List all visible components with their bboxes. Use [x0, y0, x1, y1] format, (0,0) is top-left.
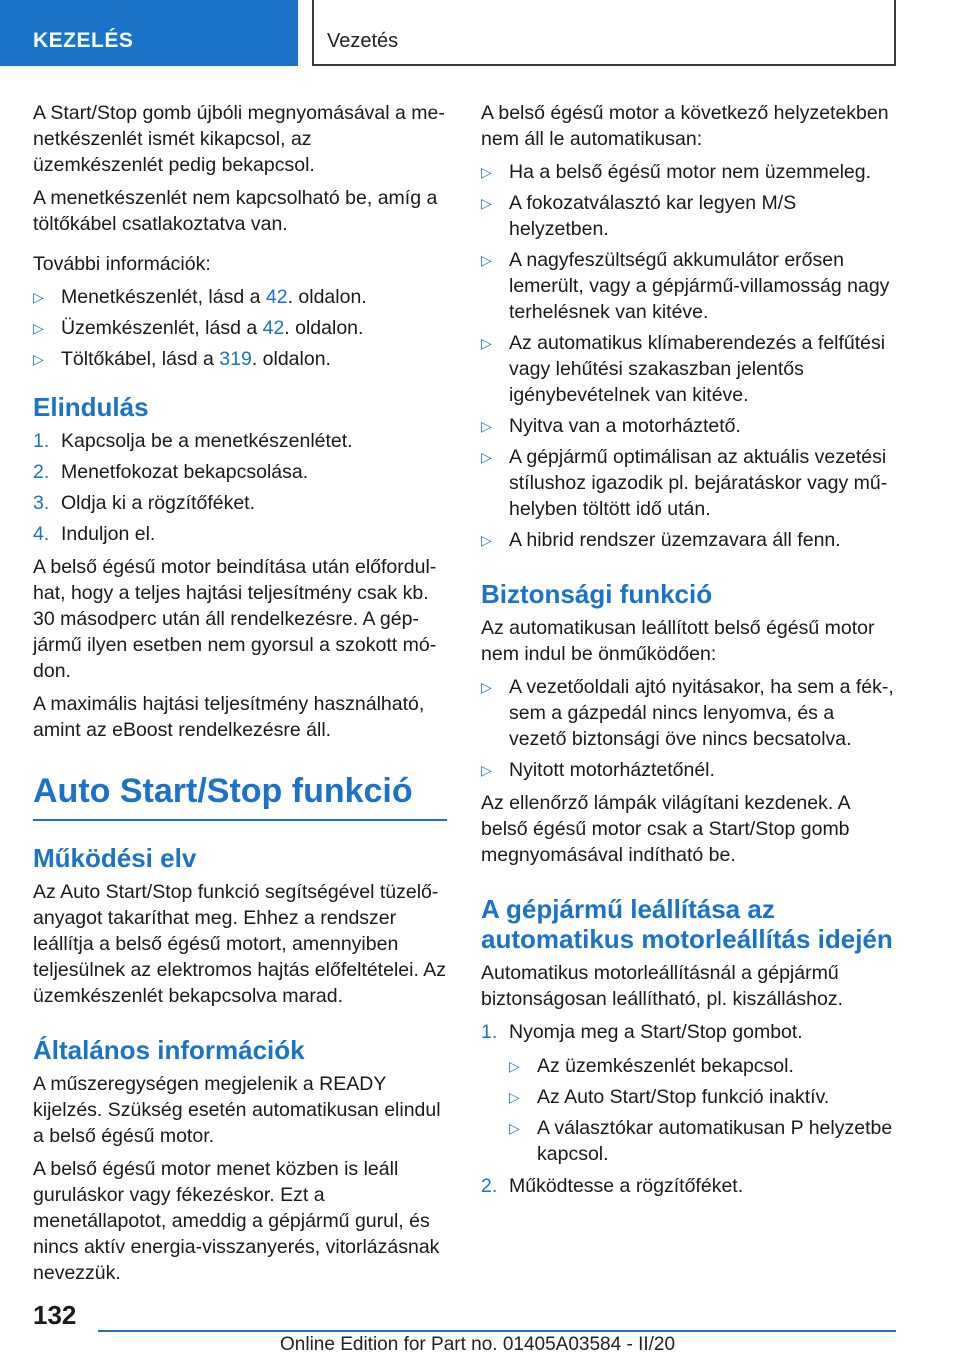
heading-mukodesi-elv: Működési elv: [33, 843, 197, 873]
paragraph: Automatikus motorleállításnál a gépjármű biztonságosan leállítható, pl. kiszálláshoz.: [481, 962, 844, 1010]
triangle-bullet-icon: ▷: [481, 532, 492, 548]
sub-list: [509, 1053, 896, 1167]
list-item: 1. Nyomja meg a Start/Stop gombot. ▷ Az üzemkészenlét bekapcsol. ▷ Az Auto Start/Stop funkció inaktív. ▷ A választókar automatikusan P helyzetbe kapcsol.: [481, 1019, 896, 1167]
list-item: ▷ Menetkészenlét, lásd a 42. oldalon.: [33, 286, 367, 308]
list-item: 1. Kapcsolja be a menetkészenlétet.: [33, 430, 353, 452]
heading-auto-start-stop: Auto Start/Stop funkció: [33, 771, 447, 821]
triangle-bullet-icon: ▷: [509, 1089, 520, 1105]
list-item: 4. Induljon el.: [33, 523, 156, 545]
triangle-bullet-icon: ▷: [481, 762, 492, 778]
list-item: ▷ A fokozatválasztó kar legyen M/S helyzetben.: [481, 192, 797, 240]
paragraph: A belső égésű motor a következő helyzetekben nem áll le automatikusan:: [481, 102, 889, 150]
paragraph: A maximális hajtási teljesítmény használható, amint az eBoost rendelkezésre áll.: [33, 693, 425, 741]
section-tab: [0, 0, 298, 66]
heading-altalanos: Általános információk: [33, 1035, 305, 1065]
paragraph: A belső égésű motor menet közben is leáll guruláskor vagy fékezéskor. Ezt a menetállapotot, ameddig a gépjármű gurul, és nincs aktív energia-visszanyerés, vitorlázásnak nevezzük.: [33, 1158, 440, 1284]
stop-steps: [481, 1019, 896, 1199]
paragraph: Az automatikusan leállított belső égésű motor nem indul be önműködően:: [481, 617, 875, 665]
left-column: [33, 100, 447, 1293]
more-info-label: További információk:: [33, 253, 211, 275]
list-item: ▷ Nyitva van a motorháztető.: [481, 415, 741, 437]
heading-leallitas: A gépjármű leállítása az automatikus motorleállítás idején: [481, 894, 893, 954]
list-item: ▷ Az üzemkészenlét bekapcsol.: [509, 1055, 794, 1077]
list-item: ▷ A gépjármű optimálisan az aktuális vezetési stílushoz igazodik pl. bejáratáskor vagy műhelyben töltött idő után.: [481, 446, 888, 520]
triangle-bullet-icon: ▷: [481, 679, 492, 695]
triangle-bullet-icon: ▷: [481, 418, 492, 434]
paragraph: A műszeregységen megjelenik a READY kijelzés. Szükség esetén automatikusan elindul a belső égésű motor.: [33, 1073, 441, 1147]
list-item: ▷ A hibrid rendszer üzemzavara áll fenn.: [481, 529, 841, 551]
triangle-bullet-icon: ▷: [481, 335, 492, 351]
triangle-bullet-icon: ▷: [509, 1058, 520, 1074]
triangle-bullet-icon: ▷: [33, 320, 44, 336]
paragraph: A menetkészenlét nem kapcsolható be, amíg a töltőkábel csatlakoztatva van.: [33, 187, 438, 235]
list-item: 2. Működtesse a rögzítőféket.: [481, 1175, 744, 1197]
triangle-bullet-icon: ▷: [33, 289, 44, 305]
edition-footer: Online Edition for Part no. 01405A03584 - II/20: [280, 1334, 676, 1355]
heading-biztonsagi: Biztonsági funkció: [481, 579, 713, 609]
paragraph: Az Auto Start/Stop funkció segítségével tüzelőanyagot takaríthat meg. Ehhez a rendszer leállítja a belső égésű motort, amennyiben teljesülnek az elektromos hajtás előfeltételei. Az üzemkészenlét bekapcsolva marad.: [33, 881, 446, 1007]
list-item: ▷ Üzemkészenlét, lásd a 42. oldalon.: [33, 317, 364, 339]
right-column: [481, 100, 896, 1206]
triangle-bullet-icon: ▷: [481, 449, 492, 465]
page-number: 132: [33, 1300, 77, 1330]
list-item: ▷ A nagyfeszültségű akkumulátor erősen lemerült, vagy a gépjármű-villamosság nagy terhelésnek van kitéve.: [481, 249, 890, 323]
list-item: ▷ A vezetőoldali ajtó nyitásakor, ha sem a fék-, sem a gázpedál nincs lenyomva, és a vezető biztonsági öve nincs becsatolva.: [481, 676, 894, 750]
triangle-bullet-icon: ▷: [481, 195, 492, 211]
list-item: ▷ Az Auto Start/Stop funkció inaktív.: [509, 1086, 830, 1108]
section-title: KEZELÉS: [33, 29, 134, 52]
paragraph: Az ellenőrző lámpák világítani kezdenek. A belső égésű motor csak a Start/Stop gomb megnyomásával indítható be.: [481, 792, 850, 866]
chapter-tab: [312, 0, 896, 66]
paragraph: A belső égésű motor beindítása után előfordulhat, hogy a teljes hajtási teljesítmény csak kb. 30 másodperc után áll rendelkezésre. A gépjármű ilyen esetben nem gyorsul a szokott módon.: [33, 556, 437, 682]
start-steps: [33, 428, 447, 547]
chapter-title: Vezetés: [327, 30, 399, 52]
heading-elindulas: Elindulás: [33, 392, 149, 422]
footer-divider: [98, 1330, 896, 1332]
reference-list: [33, 284, 447, 372]
safety-list: [481, 674, 896, 783]
page-link[interactable]: 42: [262, 317, 285, 339]
list-item: 3. Oldja ki a rögzítőféket.: [33, 492, 256, 514]
triangle-bullet-icon: ▷: [481, 252, 492, 268]
paragraph: A Start/Stop gomb újbóli megnyomásával a menetkészenlét ismét kikapcsol, az üzemkészenlét pedig bekapcsol.: [33, 102, 445, 176]
triangle-bullet-icon: ▷: [509, 1120, 520, 1136]
list-item: ▷ A választókar automatikusan P helyzetbe kapcsol.: [509, 1117, 893, 1165]
list-item: 2. Menetfokozat bekapcsolása.: [33, 461, 309, 483]
list-item: ▷ Ha a belső égésű motor nem üzemmeleg.: [481, 161, 872, 183]
condition-list: [481, 159, 896, 553]
list-item: ▷ Az automatikus klímaberendezés a felfűtési vagy lehűtési szakaszban jelentős igénybevételnek van kitéve.: [481, 332, 886, 406]
list-item: ▷ Töltőkábel, lásd a 319. oldalon.: [33, 348, 331, 370]
page-link[interactable]: 42: [265, 286, 288, 308]
triangle-bullet-icon: ▷: [33, 351, 44, 367]
page-link[interactable]: 319: [219, 348, 252, 370]
list-item: ▷ Nyitott motorháztetőnél.: [481, 759, 715, 781]
triangle-bullet-icon: ▷: [481, 164, 492, 180]
